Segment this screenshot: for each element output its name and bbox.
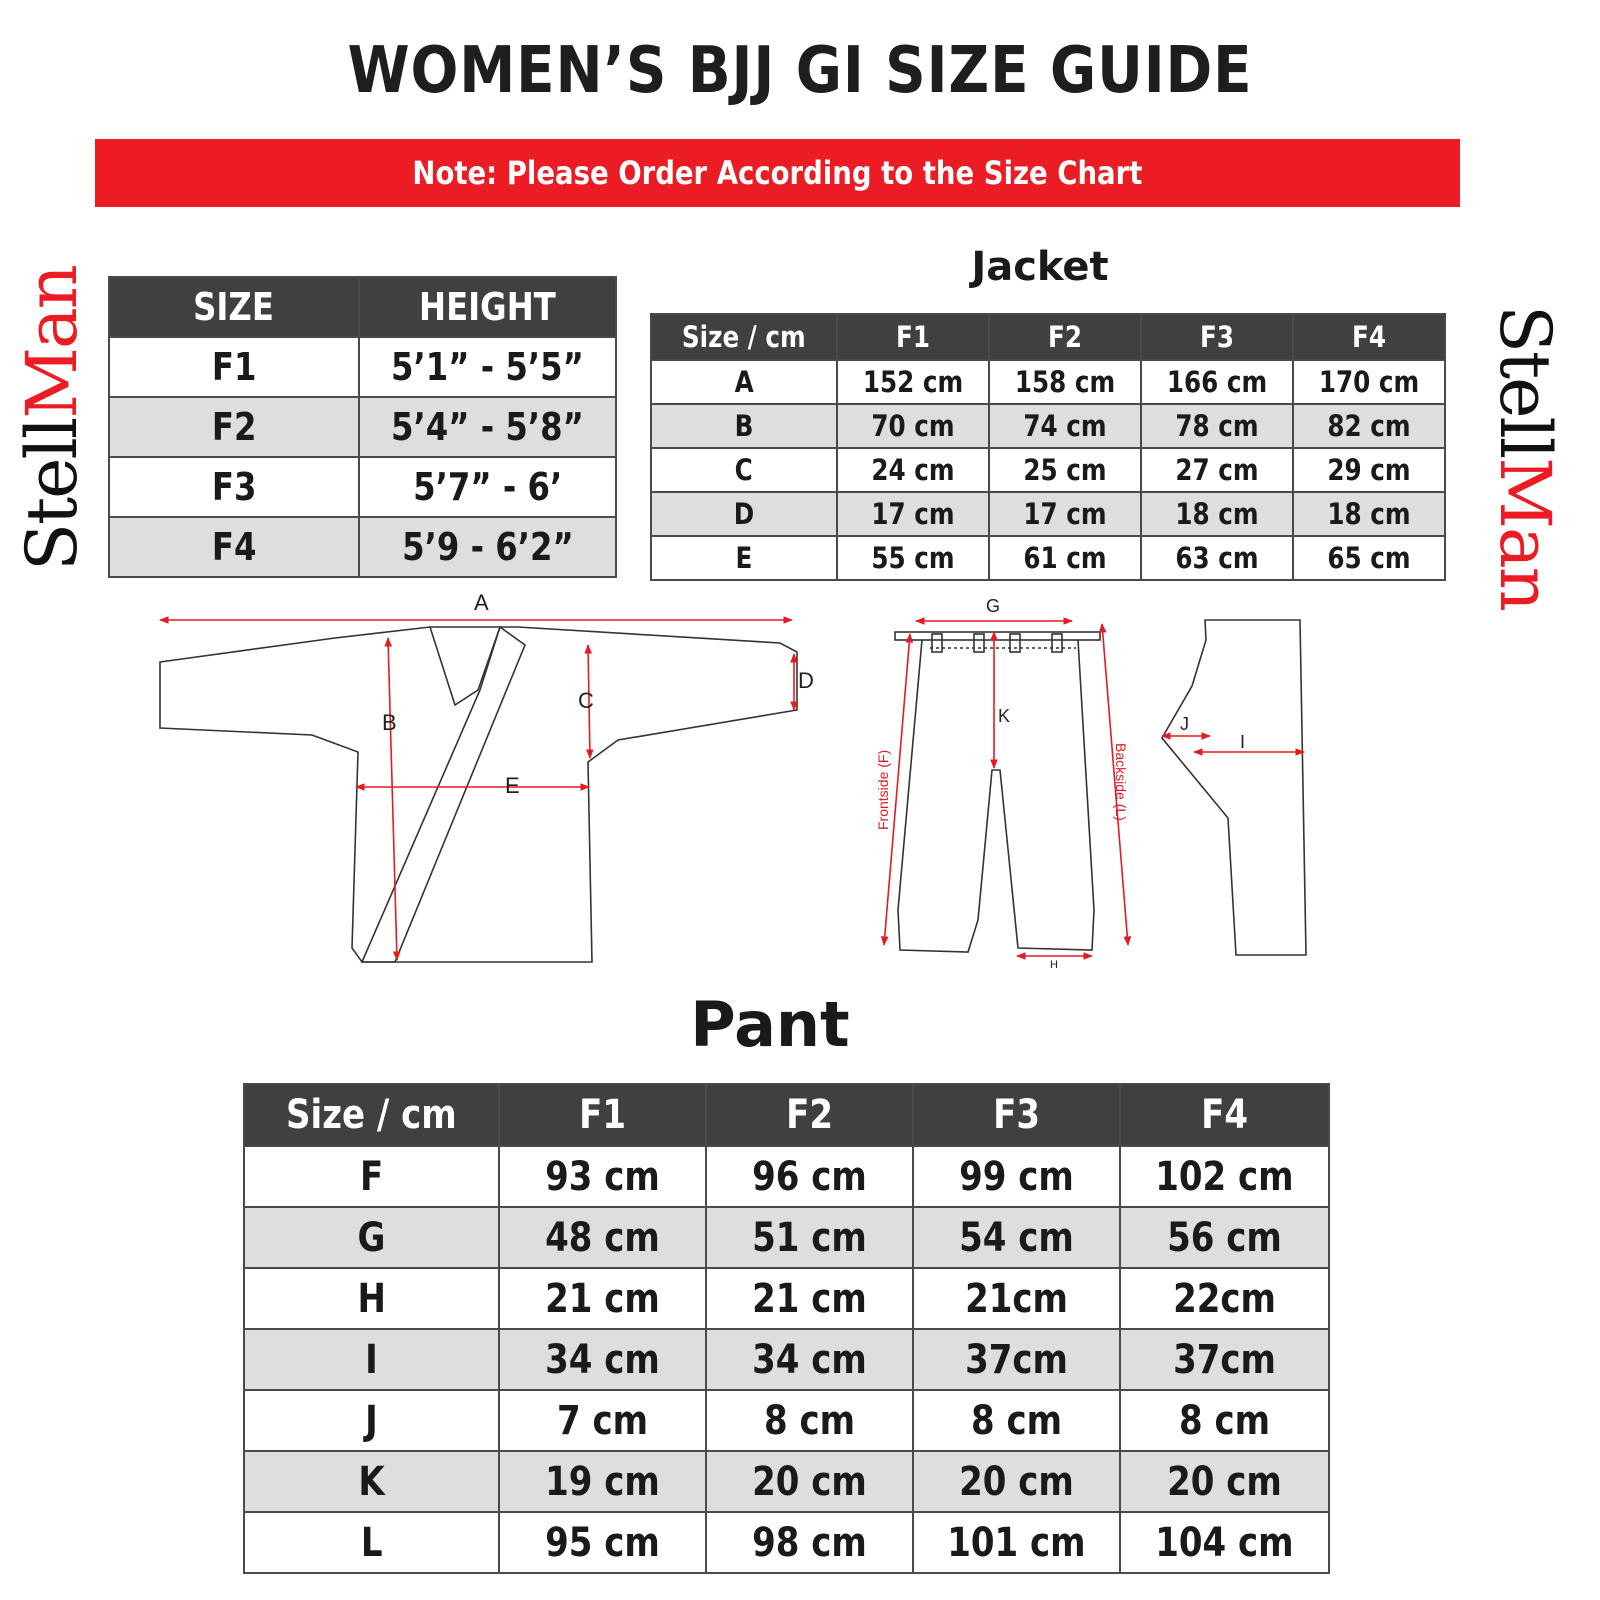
page-title: WOMEN’S BJJ GI SIZE GUIDE: [347, 34, 1253, 108]
pant-measure-lines: [884, 621, 1128, 956]
row-label-cell: I: [244, 1329, 499, 1390]
table-cell: 27 cm: [1141, 448, 1293, 492]
pant-size-table: [243, 1083, 1330, 1574]
table-row: [244, 1268, 1329, 1329]
table-cell: 158 cm: [989, 360, 1141, 404]
table-cell: 8 cm: [1120, 1390, 1329, 1451]
table-cell: 102 cm: [1120, 1146, 1329, 1207]
table-cell: F4: [109, 517, 359, 577]
table-cell: 93 cm: [499, 1146, 706, 1207]
pant-section-title: Pant: [690, 988, 850, 1061]
table-row: [244, 1329, 1329, 1390]
table-cell: 74 cm: [989, 404, 1141, 448]
label-d: D: [798, 668, 814, 693]
table-cell: 54 cm: [913, 1207, 1120, 1268]
table-cell: 21cm: [913, 1268, 1120, 1329]
brand-logo-part1: Stell: [1484, 305, 1566, 458]
row-label-cell: L: [244, 1512, 499, 1573]
table-cell: 20 cm: [706, 1451, 913, 1512]
table-cell: 20 cm: [1120, 1451, 1329, 1512]
table-cell: F3: [109, 457, 359, 517]
row-label-cell: J: [244, 1390, 499, 1451]
table-cell: 37cm: [1120, 1329, 1329, 1390]
header-cell: F2: [989, 314, 1141, 360]
table-cell: 96 cm: [706, 1146, 913, 1207]
label-j: J: [1180, 714, 1189, 734]
pant-side-outline: [1162, 620, 1306, 955]
header-cell: Size / cm: [244, 1084, 499, 1146]
table-cell: 21 cm: [499, 1268, 706, 1329]
table-cell: 34 cm: [706, 1329, 913, 1390]
label-i: I: [1240, 732, 1246, 752]
header-cell: HEIGHT: [359, 277, 616, 337]
label-backside: Backside (L): [1113, 743, 1129, 821]
label-frontside: Frontside (F): [875, 749, 891, 830]
pant-side-measure-lines: [1162, 736, 1304, 752]
table-cell: 34 cm: [499, 1329, 706, 1390]
table-cell: 17 cm: [989, 492, 1141, 536]
header-cell: SIZE: [109, 277, 359, 337]
table-cell: 82 cm: [1293, 404, 1445, 448]
table-cell: 99 cm: [913, 1146, 1120, 1207]
header-cell: F4: [1293, 314, 1445, 360]
table-cell: 51 cm: [706, 1207, 913, 1268]
table-row: [244, 1451, 1329, 1512]
header-cell: F1: [499, 1084, 706, 1146]
table-cell: F1: [109, 337, 359, 397]
table-cell: 21 cm: [706, 1268, 913, 1329]
table-cell: 65 cm: [1293, 536, 1445, 580]
row-label-cell: H: [244, 1268, 499, 1329]
table-cell: 48 cm: [499, 1207, 706, 1268]
table-cell: 104 cm: [1120, 1512, 1329, 1573]
table-cell: 37cm: [913, 1329, 1120, 1390]
row-label-cell: A: [651, 360, 837, 404]
table-cell: 22cm: [1120, 1268, 1329, 1329]
header-cell: F4: [1120, 1084, 1329, 1146]
table-cell: 8 cm: [913, 1390, 1120, 1451]
label-b: B: [382, 710, 397, 735]
table-cell: F2: [109, 397, 359, 457]
table-cell: 95 cm: [499, 1512, 706, 1573]
table-cell: 24 cm: [837, 448, 989, 492]
header-cell: F2: [706, 1084, 913, 1146]
table-cell: 166 cm: [1141, 360, 1293, 404]
jacket-measure-lines: [160, 620, 794, 960]
table-cell: 17 cm: [837, 492, 989, 536]
row-label-cell: G: [244, 1207, 499, 1268]
table-cell: 70 cm: [837, 404, 989, 448]
order-note-text: Note: Please Order According to the Size Chart: [412, 154, 1143, 192]
table-cell: 18 cm: [1141, 492, 1293, 536]
table-cell: 170 cm: [1293, 360, 1445, 404]
brand-logo-part2: Man: [1484, 457, 1566, 610]
label-e: E: [505, 773, 520, 798]
table-cell: 61 cm: [989, 536, 1141, 580]
table-cell: 63 cm: [1141, 536, 1293, 580]
table-cell: 55 cm: [837, 536, 989, 580]
table-cell: 5’4” - 5’8”: [359, 397, 616, 457]
row-label-cell: E: [651, 536, 837, 580]
header-cell: F3: [1141, 314, 1293, 360]
brand-logo-part1: Stell: [11, 418, 93, 571]
header-cell: Size / cm: [651, 314, 837, 360]
pant-front-outline: [895, 632, 1100, 952]
table-row: [244, 1207, 1329, 1268]
table-row: [244, 1512, 1329, 1573]
table-cell: 19 cm: [499, 1451, 706, 1512]
table-cell: 25 cm: [989, 448, 1141, 492]
table-cell: 98 cm: [706, 1512, 913, 1573]
row-label-cell: C: [651, 448, 837, 492]
table-row: [244, 1146, 1329, 1207]
header-cell: F1: [837, 314, 989, 360]
label-h: H: [1050, 959, 1058, 971]
table-cell: 101 cm: [913, 1512, 1120, 1573]
table-cell: 18 cm: [1293, 492, 1445, 536]
table-cell: 152 cm: [837, 360, 989, 404]
table-cell: 78 cm: [1141, 404, 1293, 448]
jacket-outline: [160, 627, 797, 962]
table-header-row: [244, 1084, 1329, 1146]
label-a: A: [474, 590, 489, 615]
label-g: G: [986, 596, 1001, 616]
table-cell: 56 cm: [1120, 1207, 1329, 1268]
header-cell: F3: [913, 1084, 1120, 1146]
row-label-cell: K: [244, 1451, 499, 1512]
label-c: C: [578, 688, 594, 713]
label-k: K: [998, 706, 1011, 726]
row-label-cell: F: [244, 1146, 499, 1207]
row-label-cell: B: [651, 404, 837, 448]
table-cell: 20 cm: [913, 1451, 1120, 1512]
table-cell: 29 cm: [1293, 448, 1445, 492]
table-cell: 8 cm: [706, 1390, 913, 1451]
table-cell: 7 cm: [499, 1390, 706, 1451]
table-cell: 5’1” - 5’5”: [359, 337, 616, 397]
table-row: [244, 1390, 1329, 1451]
brand-logo-part2: Man: [11, 266, 93, 419]
table-cell: 5’9 - 6’2”: [359, 517, 616, 577]
table-cell: 5’7” - 6’: [359, 457, 616, 517]
jacket-section-title: Jacket: [971, 244, 1109, 290]
row-label-cell: D: [651, 492, 837, 536]
